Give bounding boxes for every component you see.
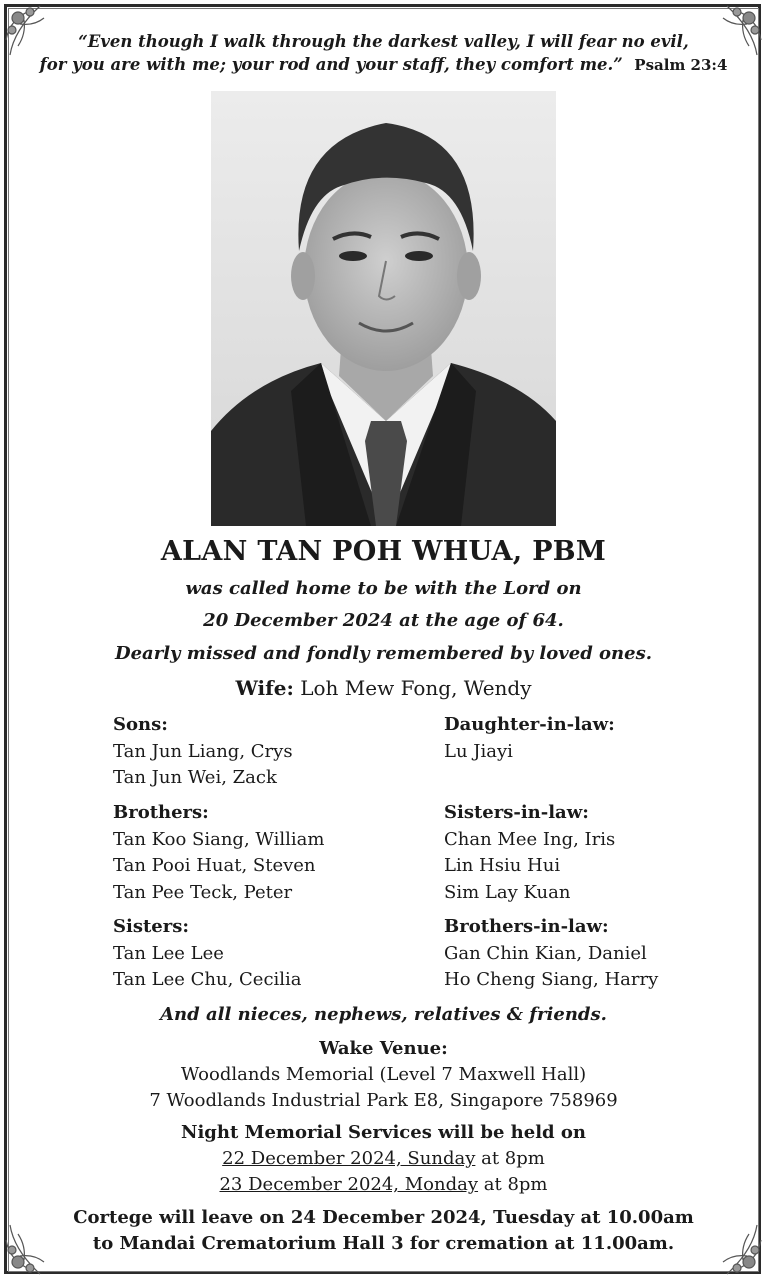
- verse-line-1: “Even though I walk through the darkest valley, I will fear no evil,: [78, 32, 689, 51]
- family-member: Tan Lee Chu, Cecilia: [113, 969, 302, 990]
- deceased-name: ALAN TAN POH WHUA, PBM: [160, 536, 607, 567]
- family-member: Tan Jun Wei, Zack: [113, 767, 277, 788]
- family-right-column: [444, 914, 658, 994]
- called-home-line: was called home to be with the Lord on: [185, 578, 582, 599]
- service-date-2-time: at 8pm: [478, 1174, 548, 1195]
- wife-label: Wife:: [235, 676, 294, 700]
- wife-name: Loh Mew Fong, Wendy: [300, 676, 532, 700]
- family-member: Tan Jun Liang, Crys: [113, 740, 293, 762]
- wake-venue-name: Woodlands Memorial (Level 7 Maxwell Hall): [180, 1064, 587, 1085]
- family-group-heading: Brothers:: [113, 802, 209, 823]
- date-age-line: 20 December 2024 at the age of 64.: [203, 610, 564, 631]
- family-group-heading: Sisters-in-law:: [444, 802, 589, 823]
- services-heading: Night Memorial Services will be held on: [180, 1122, 586, 1143]
- family-member: Ho Cheng Siang, Harry: [444, 969, 659, 990]
- family-member: Sim Lay Kuan: [444, 881, 571, 903]
- family-member: Lin Hsiu Hui: [444, 855, 561, 876]
- service-date-1-time: at 8pm: [475, 1148, 545, 1169]
- portrait-photo: [211, 91, 556, 526]
- family-member: Gan Chin Kian, Daniel: [444, 942, 647, 964]
- family-group-heading: Brothers-in-law:: [444, 916, 609, 937]
- relatives-line: And all nieces, nephews, relatives & friends.: [160, 1004, 607, 1025]
- family-member: Tan Lee Lee: [113, 942, 224, 964]
- family-member: Tan Pooi Huat, Steven: [113, 855, 316, 876]
- family-group-heading: Sons:: [113, 714, 168, 735]
- cortege-line-2: to Mandai Crematorium Hall 3 for cremation at 11.00am.: [92, 1233, 675, 1254]
- family-right-column: [444, 800, 615, 906]
- family-member: Tan Koo Siang, William: [113, 828, 325, 850]
- service-date-2: [0, 1174, 767, 1195]
- family-member: Chan Mee Ing, Iris: [444, 828, 616, 850]
- wife-line: [0, 676, 767, 700]
- family-member: Tan Pee Teck, Peter: [113, 881, 293, 903]
- family-group-heading: Sisters:: [113, 916, 189, 937]
- verse-line-2: for you are with me; your rod and your staff, they comfort me.”: [39, 55, 623, 74]
- wake-venue-label: Wake Venue:: [319, 1038, 448, 1059]
- family-left-column: [113, 712, 293, 792]
- cortege-line-1: Cortege will leave on 24 December 2024, Tuesday at 10.00am: [73, 1207, 694, 1228]
- service-date-1-day: 22 December 2024, Sunday: [222, 1148, 476, 1169]
- verse-reference: Psalm 23:4: [634, 56, 728, 74]
- dearly-missed-line: Dearly missed and fondly remembered by loved ones.: [115, 643, 652, 664]
- service-date-1: [0, 1148, 767, 1169]
- family-member: Lu Jiayi: [444, 740, 513, 762]
- family-left-column: [113, 914, 302, 994]
- bible-verse: [0, 30, 767, 77]
- family-group-heading: Daughter-in-law:: [444, 714, 615, 735]
- service-date-2-day: 23 December 2024, Monday: [219, 1174, 479, 1195]
- wake-venue-address: 7 Woodlands Industrial Park E8, Singapore 758969: [149, 1090, 618, 1111]
- family-right-column: [444, 712, 615, 765]
- family-left-column: [113, 800, 324, 906]
